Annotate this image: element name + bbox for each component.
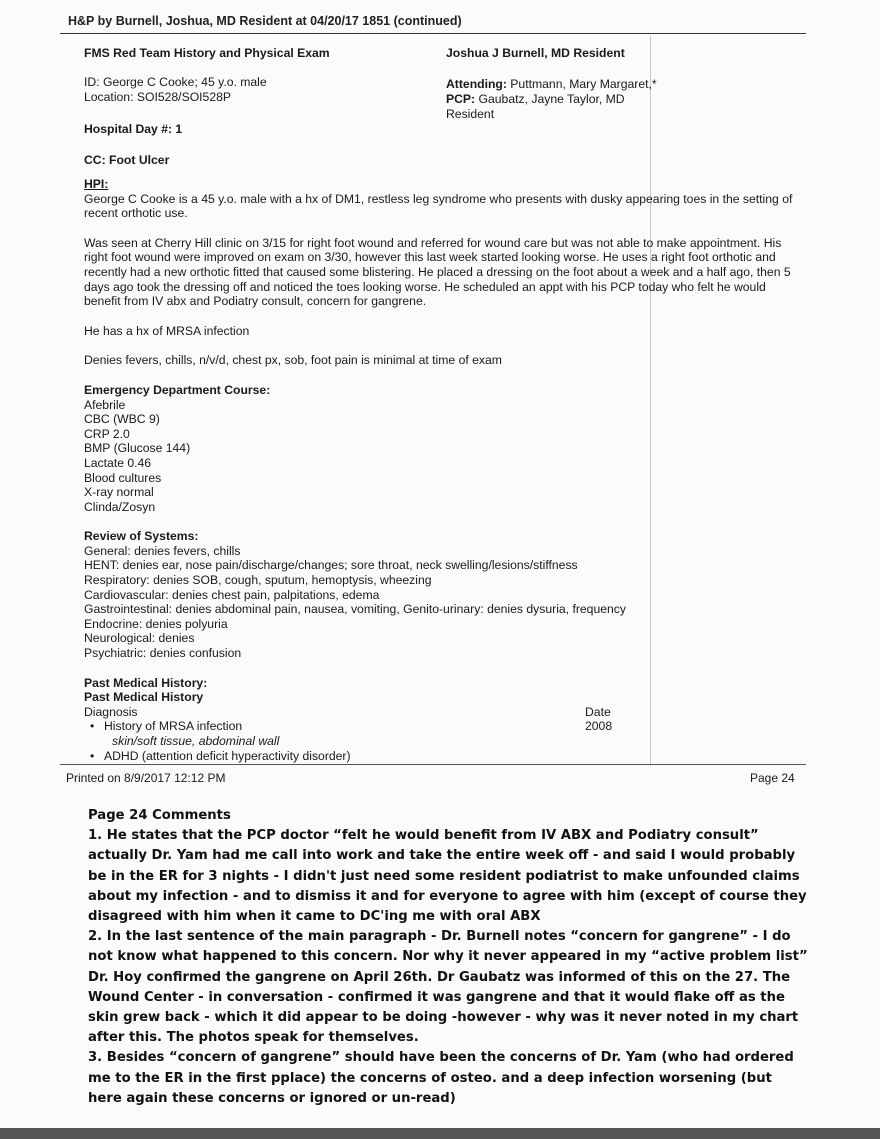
attending-value: Puttmann, Mary Margaret,*	[506, 77, 657, 91]
pcp-value: Gaubatz, Jayne Taylor, MD	[475, 92, 625, 106]
ros-item: Respiratory: denies SOB, cough, sputum, hemoptysis, wheezing	[84, 573, 432, 588]
pmh-diagnosis: History of MRSA infection	[104, 719, 243, 734]
ros-item: Neurological: denies	[84, 631, 195, 646]
ros-item: Endocrine: denies polyuria	[84, 616, 228, 631]
ros-item: HENT: denies ear, nose pain/discharge/changes; sore throat, neck swelling/lesions/stiffness	[84, 558, 578, 573]
comment-3: 3. Besides “concern of gangrene” should have been the concerns of Dr. Yam (who had ordered me to the ER in the first pplace) the concerns of osteo. and a deep infection worsening (but here again these concerns or ignored or un-read)	[88, 1050, 794, 1106]
patient-id: ID: George C Cooke; 45 y.o. male	[84, 75, 267, 89]
pcp-line	[446, 92, 786, 107]
ros-heading: Review of Systems:	[84, 529, 199, 544]
footer-divider	[60, 764, 806, 765]
pcp-value-cont: Resident	[446, 107, 495, 121]
bullet-icon: •	[90, 719, 95, 734]
ed-item: BMP (Glucose 144)	[84, 441, 191, 456]
patient-info-block	[84, 46, 424, 168]
exam-title: FMS Red Team History and Physical Exam	[84, 46, 330, 60]
ed-item: X-ray normal	[84, 485, 154, 500]
hpi-heading: HPI:	[84, 177, 109, 191]
patient-location: Location: SOI528/SOI528P	[84, 90, 232, 104]
chief-complaint: CC: Foot Ulcer	[84, 153, 170, 167]
hpi-paragraph-3: He has a hx of MRSA infection	[84, 323, 250, 338]
pmh-diagnosis: ADHD (attention deficit hyperactivity disorder)	[104, 748, 351, 763]
patient-comments	[88, 806, 808, 1109]
hospital-day: Hospital Day #: 1	[84, 122, 183, 136]
ros-item: Psychiatric: denies confusion	[84, 646, 242, 661]
attending-label: Attending:	[446, 77, 507, 91]
pmh-date: 2008	[585, 719, 613, 734]
hpi-paragraph-2: Was seen at Cherry Hill clinic on 3/15 for right foot wound and referred for wound care but was not able to make appointment. His right foot wound were improved on exam on 3/30, however this last week started looking worse. He uses a right foot orthotic and recently had a new orthotic fitted that caused some blistering. He placed a dressing on the foot about a week and a half ago, then 5 days ago took the dressing off and noticed the toes looking worse. He scheduled an appt with his PCP today who felt he would benefit from IV abx and Podiatry consult, concern for gangrene.	[84, 235, 791, 309]
attending-line	[446, 77, 786, 92]
ed-item: Clinda/Zosyn	[84, 499, 156, 514]
ros-item: General: denies fevers, chills	[84, 543, 241, 558]
page-header-title: H&P by Burnell, Joshua, MD Resident at 04/20/17 1851 (continued)	[68, 14, 462, 28]
author-name: Joshua J Burnell, MD Resident	[446, 46, 625, 60]
pmh-row	[84, 719, 629, 734]
scan-bottom-edge	[0, 1128, 880, 1139]
ed-course-heading: Emergency Department Course:	[84, 382, 271, 397]
comments-heading: Page 24 Comments	[88, 808, 231, 823]
ros-item: Gastrointestinal: denies abdominal pain, nausea, vomiting, Genito-urinary: denies dysuria, frequency	[84, 602, 626, 617]
printed-timestamp: Printed on 8/9/2017 12:12 PM	[66, 771, 226, 785]
ros-item: Cardiovascular: denies chest pain, palpitations, edema	[84, 587, 380, 602]
pmh-row	[84, 749, 802, 764]
ed-item: Lactate 0.46	[84, 455, 152, 470]
comment-1: 1. He states that the PCP doctor “felt he would benefit from IV ABX and Podiatry consult” actually Dr. Yam had me call into work and take the entire week off - and said I would probably be in the ER for 3 nights - I didn't just need some resident podiatrist to make unfounded claims about my infection - and to dismiss it and for everyone to agree with him (except of course they disagreed with him when it came to DC'ing me with oral ABX	[88, 828, 807, 925]
ed-item: Blood cultures	[84, 470, 162, 485]
ed-item: CBC (WBC 9)	[84, 412, 160, 427]
pmh-subheading: Past Medical History	[84, 690, 204, 705]
care-team-block	[446, 46, 786, 122]
ed-item: Afebrile	[84, 397, 126, 412]
pcp-label: PCP:	[446, 92, 476, 106]
pmh-col-diagnosis: Diagnosis	[84, 704, 138, 719]
note-body	[84, 177, 802, 763]
pmh-col-date: Date	[585, 704, 611, 719]
pmh-diagnosis-detail: skin/soft tissue, abdominal wall	[112, 734, 280, 748]
pmh-heading: Past Medical History:	[84, 675, 208, 690]
hpi-paragraph-4: Denies fevers, chills, n/v/d, chest px, sob, foot pain is minimal at time of exam	[84, 353, 502, 368]
bullet-icon: •	[90, 748, 95, 763]
page-number: Page 24	[750, 771, 795, 785]
header-divider	[60, 33, 806, 34]
ed-item: CRP 2.0	[84, 426, 130, 441]
hpi-paragraph-1: George C Cooke is a 45 y.o. male with a hx of DM1, restless leg syndrome who presents with dusky appearing toes in the setting of recent orthotic use.	[84, 191, 793, 221]
comment-2: 2. In the last sentence of the main paragraph - Dr. Burnell notes “concern for gangrene” - I do not know what happened to this concern. Nor why it never appeared in my “active problem list” Dr. Hoy confirmed the gangrene on April 26th. Dr Gaubatz was informed of this on the 27. The Wound Center - in conversation - confirmed it was gangrene and that it would flake off as the skin grew back - which it did appear to be doing -however - why was it never noted in my chart after this. The photos speak for themselves.	[88, 929, 808, 1046]
pmh-table-header	[84, 705, 629, 720]
